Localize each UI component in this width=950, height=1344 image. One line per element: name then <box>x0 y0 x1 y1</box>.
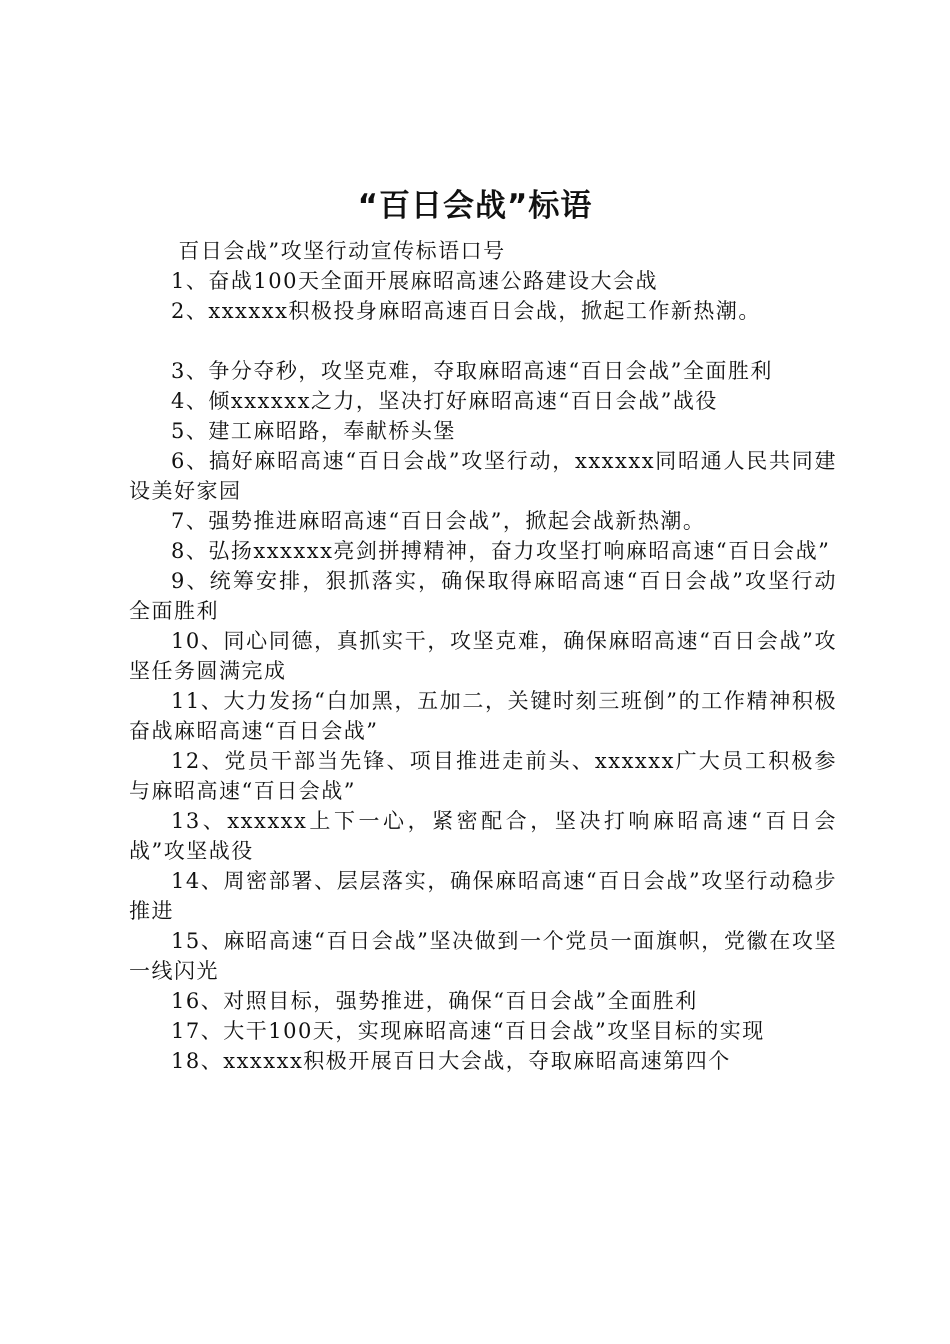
slogan-item-10: 10、同心同德，真抓实干，攻坚克难，确保麻昭高速“百日会战”攻坚任务圆满完成 <box>129 629 837 683</box>
slogan-item-16: 16、对照目标，强势推进，确保“百日会战”全面胜利 <box>171 989 698 1013</box>
slogan-item-1: 1、奋战100天全面开展麻昭高速公路建设大会战 <box>171 269 658 293</box>
slogan-item-9: 9、统筹安排，狠抓落实，确保取得麻昭高速“百日会战”攻坚行动全面胜利 <box>129 569 837 623</box>
document-subtitle: 百日会战”攻坚行动宣传标语口号 <box>178 239 506 263</box>
slogan-item-13: 13、xxxxxx上下一心，紧密配合，坚决打响麻昭高速“百日会战”攻坚战役 <box>129 809 837 863</box>
slogan-item-8: 8、弘扬xxxxxx亮剑拼搏精神，奋力攻坚打响麻昭高速“百日会战” <box>171 539 831 563</box>
document-body <box>129 236 837 1076</box>
slogan-item-3: 3、争分夺秒，攻坚克难，夺取麻昭高速“百日会战”全面胜利 <box>171 359 773 383</box>
slogan-item-14: 14、周密部署、层层落实，确保麻昭高速“百日会战”攻坚行动稳步推进 <box>129 869 837 923</box>
slogan-item-12: 12、党员干部当先锋、项目推进走前头、xxxxxx广大员工积极参与麻昭高速“百日会战” <box>129 749 837 803</box>
slogan-item-6: 6、搞好麻昭高速“百日会战”攻坚行动，xxxxxx同昭通人民共同建设美好家园 <box>129 449 837 503</box>
slogan-item-2: 2、xxxxxx积极投身麻昭高速百日会战，掀起工作新热潮。 <box>171 299 761 323</box>
slogan-item-17: 17、大干100天，实现麻昭高速“百日会战”攻坚目标的实现 <box>171 1019 765 1043</box>
slogan-item-7: 7、强势推进麻昭高速“百日会战”，掀起会战新热潮。 <box>171 509 706 533</box>
slogan-item-18: 18、xxxxxx积极开展百日大会战，夺取麻昭高速第四个 <box>171 1049 731 1073</box>
slogan-item-4: 4、倾xxxxxx之力，坚决打好麻昭高速“百日会战”战役 <box>171 389 718 413</box>
slogan-item-15: 15、麻昭高速“百日会战”坚决做到一个党员一面旗帜，党徽在攻坚一线闪光 <box>129 929 837 983</box>
slogan-item-11: 11、大力发扬“白加黑，五加二，关键时刻三班倒”的工作精神积极奋战麻昭高速“百日会战” <box>129 689 837 743</box>
document-title: “百日会战”标语 <box>357 188 593 224</box>
slogan-item-5: 5、建工麻昭路，奉献桥头堡 <box>171 419 456 443</box>
